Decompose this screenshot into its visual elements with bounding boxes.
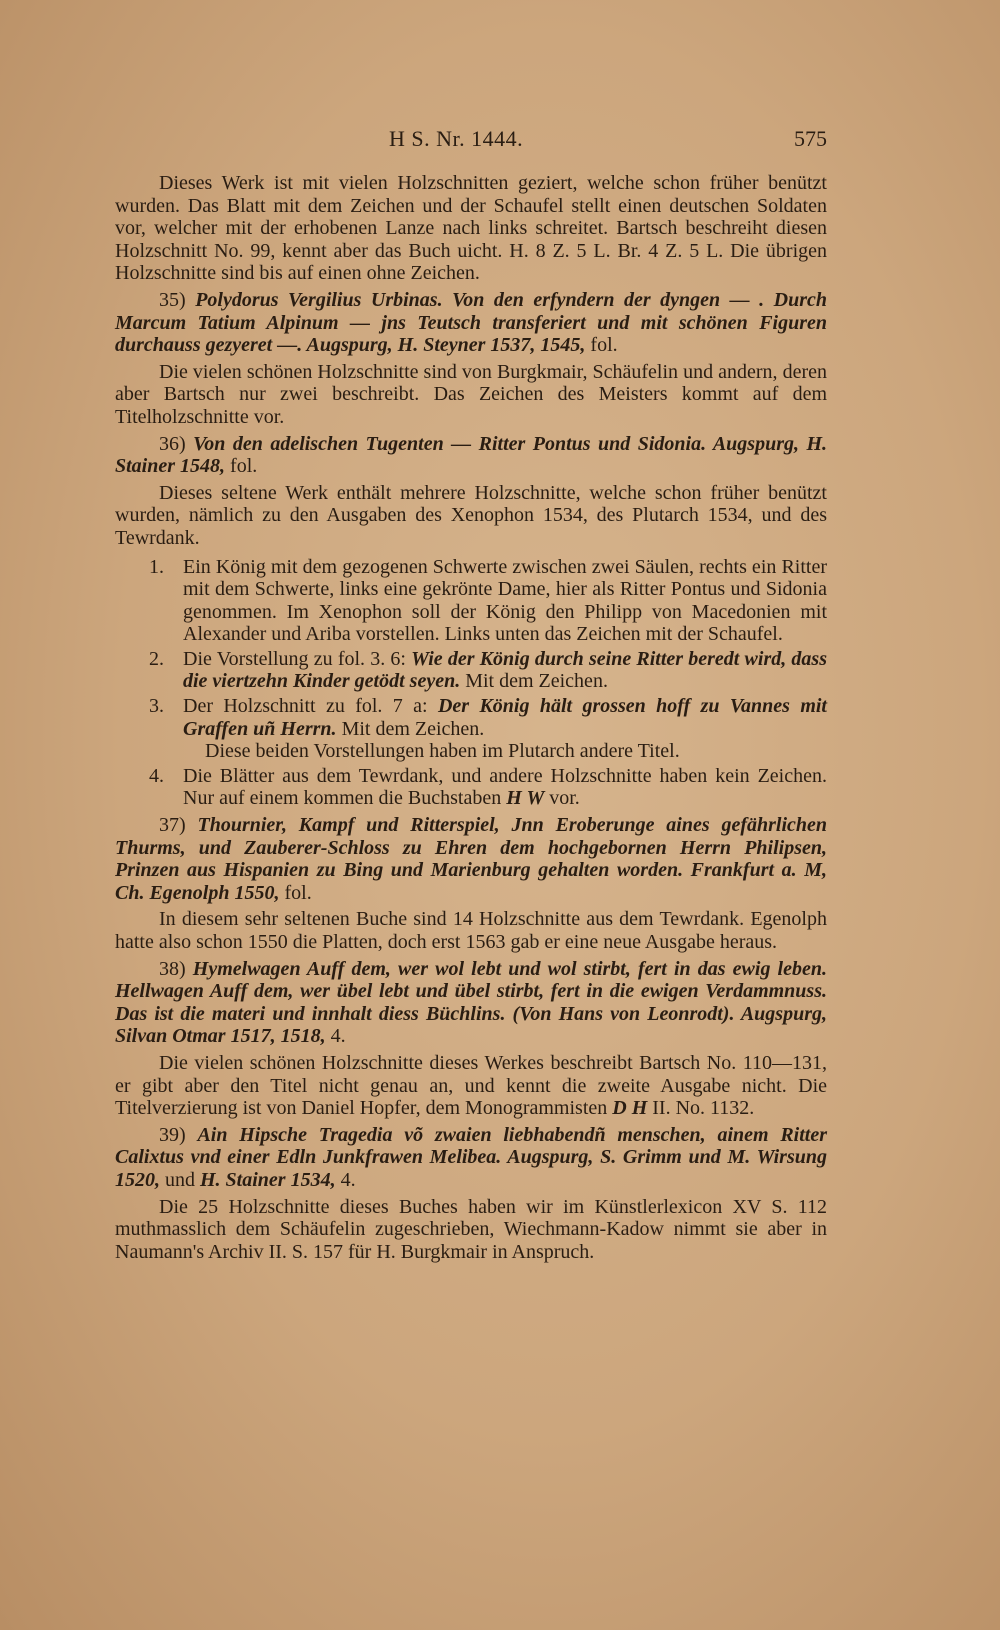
entry-number: 35): [159, 288, 186, 311]
entry-35-description: Die vielen schönen Holzschnitte sind von Burgkmair, Schäufelin und andern, deren aber Bartsch nur zwei beschreibt. Das Zeichen des Meisters kommt auf dem Titelholzschnitte vor.: [115, 360, 827, 428]
entry-37-heading: [115, 814, 827, 904]
list-item: [115, 648, 827, 693]
running-header: [115, 126, 827, 160]
entry-title: Thournier, Kampf und Ritterspiel, Jnn Eroberunge aines gefährlichen Thurms, und Zauberer-Schloss zu Ehren dem hochgebornen Herrn Philipsen, Prinzen aus Hispanien zu Bing und Marienburg gehalten worden. Frankfurt a. M, Ch. Egenolph 1550,: [115, 814, 828, 904]
entry-format: 4.: [335, 1168, 356, 1191]
description-text: Die vielen schönen Holzschnitte dieses Werkes beschreibt Bartsch No. 110—131, er gibt aber den Titel nicht genau an, und kennt die zweite Ausgabe nicht. Die Titelverzierung ist von Daniel Hopfer, dem Monogrammisten: [115, 1051, 827, 1120]
entry-36-heading: [115, 433, 827, 478]
list-item-subnote: Diese beiden Vorstellungen haben im Plutarch andere Titel.: [205, 740, 680, 763]
entry-title-second: H. Stainer 1534,: [200, 1168, 336, 1191]
list-item-number: 3.: [149, 695, 164, 718]
list-item-number: 1.: [149, 555, 164, 578]
list-item: [115, 695, 827, 763]
entry-38-description: [115, 1052, 827, 1120]
monogram: D H: [612, 1097, 648, 1120]
header-title: H S. Nr. 1444.: [389, 126, 524, 151]
paragraph-intro: Dieses Werk ist mit vielen Holzschnitten geziert, welche schon früher benützt wurden. Das Blatt mit dem Zeichen und der Schaufel stellt einen deutschen Soldaten vor, welcher mit der erhobenen Lanze nach links schreitet. Bartsch beschreiht diesen Holzschnitt No. 99, kennt aber das Buch uicht. H. 8 Z. 5 L. Br. 4 Z. 5 L. Die übrigen Holzschnitte sind bis auf einen ohne Zeichen.: [115, 172, 827, 285]
entry-connector: und: [160, 1168, 200, 1191]
entry-title: Ain Hipsche Tragedia võ zwaien liebhabendñ menschen, ainem Ritter Calixtus vnd einer Edln Junkfrawen Melibea. Augspurg, S. Grimm und M. Wirsung 1520,: [115, 1123, 828, 1191]
list-item: [115, 556, 827, 646]
entry-title: Polydorus Vergilius Urbinas. Von den erfyndern der dyngen — . Durch Marcum Tatium Alpinum — jns Teutsch transferiert und mit schönen Figuren durchauss gezyeret —. Augspurg, H. Steyner 1537, 1545,: [115, 288, 828, 357]
entry-38-heading: [115, 958, 827, 1048]
body-text: [115, 172, 827, 1263]
entry-title: Von den adelischen Tugenten — Ritter Pontus und Sidonia. Augspurg, H. Stainer 1548,: [115, 432, 828, 478]
list-item: [115, 765, 827, 810]
list-item-number: 4.: [149, 764, 164, 787]
list-item-quote: Der König hält grossen hoff zu Vannes mit Graffen uñ Herrn.: [183, 695, 827, 740]
list-item-quote: Wie der König durch seine Ritter beredt wird, dass die viertzehn Kinder getödt seyen.: [183, 647, 827, 693]
entry-format: 4.: [325, 1025, 346, 1048]
entry-39-description: Die 25 Holzschnitte dieses Buches haben wir im Künstlerlexicon XV S. 112 muthmasslich dem Schäufelin zugeschrieben, Wiechmann-Kadow nimmt sie aber in Naumann's Archiv II. S. 157 für H. Burgkmair in Anspruch.: [115, 1195, 827, 1263]
list-item-text: Die Vorstellung zu fol. 3. 6:: [183, 647, 412, 670]
entry-number: 39): [159, 1123, 186, 1146]
entry-title: Hymelwagen Auff dem, wer wol lebt und wol stirbt, fert in das ewig leben. Hellwagen Auff dem, wer übel lebt und übel stirbt, fert in die ewigen Verdammnuss. Das ist die materi und innhalt diess Büchlins. (Von Hans von Leonrodt). Augspurg, Silvan Otmar 1517, 1518,: [115, 957, 827, 1048]
description-text-end: II. No. 1132.: [647, 1097, 755, 1120]
entry-format: fol.: [585, 334, 618, 357]
entry-37-description: In diesem sehr seltenen Buche sind 14 Holzschnitte aus dem Tewrdank. Egenolph hatte also schon 1550 die Platten, doch erst 1563 gab er eine neue Ausgabe heraus.: [115, 908, 827, 953]
entry-36-description: Dieses seltene Werk enthält mehrere Holzschnitte, welche schon früher benützt wurden, nämlich zu den Ausgaben des Xenophon 1534, des Plutarch 1534, und des Tewrdank.: [115, 481, 827, 549]
list-item-text: Ein König mit dem gezogenen Schwerte zwischen zwei Säulen, rechts ein Ritter mit dem Schwerte, links eine gekrönte Dame, hier als Ritter Pontus und Sidonia genommen. Im Xenophon soll der König den Philipp von Macedonien mit Alexander und Ariba vorstellen. Links unten das Zeichen mit der Schaufel.: [183, 555, 827, 646]
entry-number: 36): [159, 432, 186, 455]
entry-format: fol.: [279, 881, 312, 904]
list-item-number: 2.: [149, 647, 164, 670]
entry-35-heading: [115, 289, 827, 357]
list-item-note: Mit dem Zeichen.: [460, 670, 608, 693]
list-item-note: Mit dem Zeichen.: [336, 717, 485, 740]
entry-format: fol.: [225, 455, 258, 478]
list-item-note: vor.: [544, 787, 580, 810]
list-item-text: Die Blätter aus dem Tewrdank, und andere Holzschnitte haben kein Zeichen. Nur auf einem kommen die Buchstaben: [183, 764, 827, 810]
page-number: 575: [794, 126, 827, 151]
list-item-text: Der Holzschnitt zu fol. 7 a:: [183, 695, 438, 718]
woodcut-list: [115, 556, 827, 811]
list-item-monogram: H W: [506, 787, 545, 810]
entry-39-heading: [115, 1124, 827, 1192]
entry-number: 38): [159, 957, 186, 980]
entry-number: 37): [159, 814, 186, 837]
